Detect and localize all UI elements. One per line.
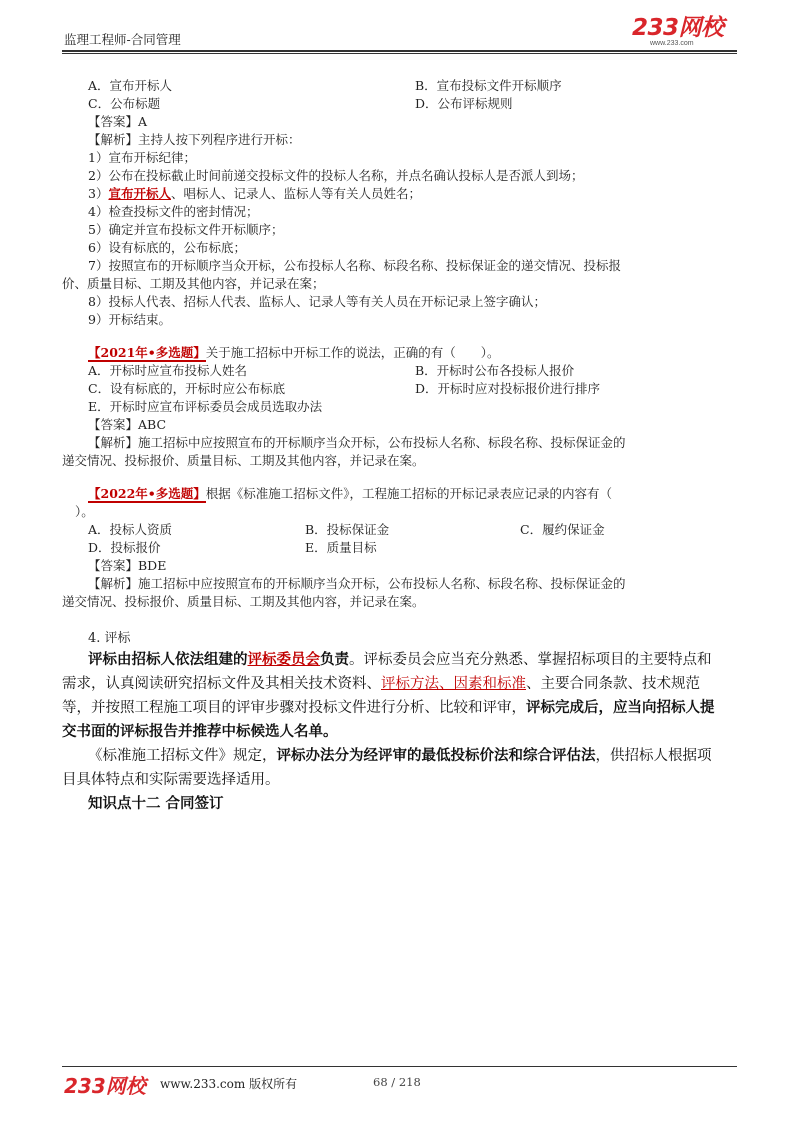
p2-highlight: 评标方法、因素和标准 [381, 676, 526, 692]
p3-bold: 评标完成后，应当向招标人提 [526, 699, 715, 716]
option-d: D．公布评标规则 [415, 96, 513, 111]
analysis-intro: 【解析】主持人按下列程序进行开标： [88, 132, 301, 147]
option-d: D．投标报价 [88, 540, 161, 555]
analysis-line-2: 递交情况、投标报价、质量目标、工期及其他内容，并记录在案。 [62, 594, 425, 609]
step-8: 8）投标人代表、招标人代表、监标人、记录人等有关人员在开标记录上签字确认； [88, 294, 546, 309]
option-e: E．质量目标 [305, 540, 377, 555]
step-1: 1）宣布开标纪律； [88, 150, 196, 165]
option-b: B．开标时公布各投标人报价 [415, 363, 575, 378]
document-title: 监理工程师-合同管理 [64, 32, 181, 47]
answer: 【答案】A [88, 114, 148, 129]
footer-copyright: www.233.com 版权所有 [160, 1077, 298, 1091]
step-7: 7）按照宣布的开标顺序当众开标，公布投标人名称、标段名称、投标保证金的递交情况、投标报 [88, 258, 621, 273]
p1-rest: 。评标委员会应当充分熟悉、掌握招标项目的主要特点和 [349, 652, 712, 668]
option-c: C．履约保证金 [520, 522, 605, 537]
step-4: 4）检查投标文件的密封情况； [88, 204, 259, 219]
step-9: 9）开标结束。 [88, 312, 171, 327]
question-3-stem-cont: ）。 [75, 504, 94, 519]
analysis-line-1: 【解析】施工招标中应按照宣布的开标顺序当众开标，公布投标人名称、标段名称、投标保证金的 [88, 435, 626, 450]
question-2-stem [88, 344, 500, 361]
step-7-cont: 价、质量目标、工期及其他内容，并记录在案； [62, 276, 325, 291]
p2-a: 需求，认真阅读研究招标文件及其相关技术资料、 [62, 676, 381, 692]
p5-bold: 评标办法分为经评审的最低投标价法和综合评估法 [276, 747, 596, 764]
answer: 【答案】BDE [88, 558, 167, 573]
brand-logo [632, 16, 744, 50]
next-section-heading: 知识点十二 合同签订 [88, 795, 224, 812]
option-e: E．开标时应宣布评标委员会成员选取办法 [88, 399, 323, 414]
header-rule [62, 50, 737, 52]
footer-rule [62, 1066, 737, 1067]
step-6: 6）设有标底的，公布标底； [88, 240, 246, 255]
option-a: A．宣布开标人 [88, 78, 173, 93]
analysis-line-2: 递交情况、投标报价、质量目标、工期及其他内容，并记录在案。 [62, 453, 425, 468]
option-d: D．开标时应对投标报价进行排序 [415, 381, 601, 396]
analysis-line-1: 【解析】施工招标中应按照宣布的开标顺序当众开标，公布投标人名称、标段名称、投标保证金的 [88, 576, 626, 591]
question-3-text: 根据《标准施工招标文件》，工程施工招标的开标记录表应记录的内容有（ [205, 486, 613, 501]
para-line-5 [88, 746, 712, 766]
para-line-2 [62, 674, 700, 694]
option-b: B．宣布投标文件开标顺序 [415, 78, 562, 93]
question-2-tag: 【2021年•多选题】 [88, 345, 206, 360]
para-line-6: 目具体特点和实际需要选择适用。 [62, 772, 280, 788]
p2-c: 、主要合同条款、技术规范 [526, 676, 700, 692]
option-c: C．公布标题 [88, 96, 161, 111]
answer: 【答案】ABC [88, 417, 167, 432]
section-heading: 4. 评标 [88, 631, 131, 646]
p1-bold-2: 负责 [320, 651, 349, 668]
step-3 [88, 185, 421, 202]
header-rule-thin [62, 53, 737, 54]
step-3-highlight: 宣布开标人 [108, 186, 171, 201]
p3-a: 等，并按照工程施工项目的评审步骤对投标文件进行分析、比较和评审， [62, 700, 526, 716]
step-3-rest: 、唱标人、记录人、监标人等有关人员姓名； [170, 186, 421, 201]
option-c: C．设有标底的，开标时应公布标底 [88, 381, 286, 396]
p5-c: ，供招标人根据项 [595, 748, 712, 764]
p5-a: 《标准施工招标文件》规定， [88, 748, 277, 764]
p1-highlight: 评标委员会 [247, 651, 320, 668]
step-5: 5）确定并宣布投标文件开标顺序； [88, 222, 284, 237]
footer-logo: 233网校 [64, 1074, 146, 1098]
logo-text: 233网校 [632, 15, 724, 41]
logo-url: www.233.com [650, 40, 694, 47]
para-line-3 [62, 698, 715, 718]
question-3-stem [88, 485, 612, 502]
step-2: 2）公布在投标截止时间前递交投标文件的投标人名称，并点名确认投标人是否派人到场； [88, 168, 584, 183]
option-a: A．开标时应宣布投标人姓名 [88, 363, 248, 378]
page-number: 68 / 218 [373, 1075, 421, 1089]
p1-bold: 评标由招标人依法组建的 [88, 651, 248, 668]
option-b: B．投标保证金 [305, 522, 390, 537]
para-line-4: 交书面的评标报告并推荐中标候选人名单。 [62, 723, 338, 740]
question-3-tag: 【2022年•多选题】 [88, 486, 206, 501]
step-3-num: 3） [88, 186, 109, 201]
option-a: A．投标人资质 [88, 522, 173, 537]
para-line-1 [88, 650, 712, 670]
question-2-text: 关于施工招标中开标工作的说法，正确的有（ ）。 [205, 345, 500, 360]
